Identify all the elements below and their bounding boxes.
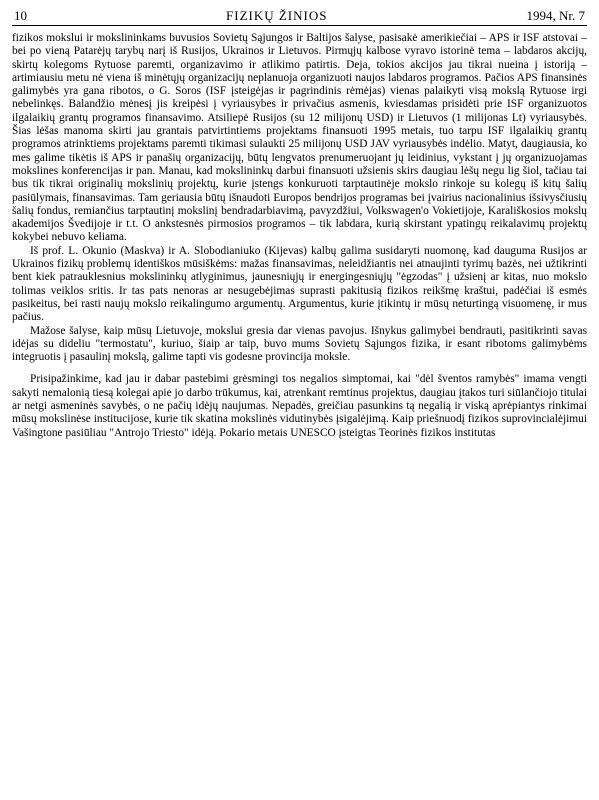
paragraph: fizikos mokslui ir mokslininkams buvusios Sovietų Sąjungos ir Baltijos šalyse, pasisakė amerikiečiai – APS ir ISF atstovai – bei po vieną Patarėjų tarybų narį iš Rusijos, Ukrainos ir Lietuvos. Pirmųjų kalbose vyravo istorinė tema – labdaros akcijų, skirtų kolegoms Rytuose paremti, organizavimo ir atlikimo patirtis. Deja, tokios akcijos jau tikrai nueina į istoriją – artimiausiu metu nė viena iš minėtųjų organizacijų neplanuoja organizuoti naujos labdaros programos. Pačios APS finansinės galimybės yra gana ribotos, o G. Soros (ISF įsteigėjas ir pagrindinis rėmėjas) vienas palaikyti visą mokslą Rytuose irgi nebelinkęs. Balandžio mėnesį jis kreipėsi į vyriausybes ir privačius asmenis, kviesdamas prisidėti prie ISF organizuotos ilgalaikių grantų programos finansavimo. Atsiliepė Rusijos (su 12 milijonų USD) ir Lietuvos (1 milijonas Lt) vyriausybės. Šias lėšas manoma skirti jau grantais patvirtintiems projektams finansuoti 1995 metais, tuo tarpu ISF ilgalaikių grantų programos atrinktiems projektams paremti tikimasi sulaukti 25 milijonų USD JAV vyriausybės indėlio. Matyt, daugiausia, ko mes galime tikėtis iš APS ir panašių organizacijų, būtų lengvatos prenumeruojant jų leidinius, vykstant į jų organizuojamas mokslines konferencijas ir pan. Manau, kad mokslininkų darbui finansuoti užsienis skirs daugiau lėšų negu lig šiol, tačiau tai bus tik tikrai originalių mokslinių projektų, kurie įstengs konkuruoti tarptautinėje mokslo rinkoje su kolegų iš kitų šalių pasiūlymais, finansavimas. Tam geriausia būtų išnaudoti Europos bendrijos programas bei įvairius nacionalinius išsivysčiusių šalių fondus, remiančius tarptautinį mokslinį bendradarbiavimą, pavyzdžiui, Volkswagen'o Vokietijoje, Karališkosios mokslų akademijos Švedijoje ir t.t. O ankstesnės pirmosios programos – tik labdara, kurią skirstant ypatingų reikalavimų projektų kokybei nebuvo keliama. [12,32,587,244]
issue-info: 1994, Nr. 7 [526,8,585,23]
paragraph: Prisipažinkime, kad jau ir dabar pastebimi grėsmingi tos negalios simptomai, kai "dėl šventos ramybės" imama vengti sakyti nemalonią tiesą kolegai apie jo darbo trūkumus, kai, atrenkant remtinus projektus, daugiau įtakos turi siūlančiojo titulai ar netgi asmeninės savybės, o ne pačių idėjų naujumas. Nepadės, greičiau pasunkins tą negalią ir viską aprėpiantys rinkimai mūsų mokslinėse institucijose, kurie tik skatina mokslinės vidutinybės įsigalėjimą. Kaip priešnuodį fizikos suprovincialėjimui Vašingtone pasiūliau "Antrojo Triesto" idėją. Pokario metais UNESCO įsteigtas Teorinės fizikos institutas [12,373,587,439]
paragraph: Iš prof. L. Okunio (Maskva) ir A. Slobodianiuko (Kijevas) kalbų galima susidaryti nuomonę, kad dauguma Rusijos ar Ukrainos fizikų problemų identiškos mūsiškėms: mažas finansavimas, neleidžiantis nei atnaujinti tyrimų bazės, nei užtikrinti bent kiek patrauklesnius mokslininkų atlyginimus, jaunesniųjų ir energingesniųjų "ėgzodas" į užsienį ar kitas, nuo mokslo tolimas veiklos sritis. Ir tas pats nenoras ar nesugebėjimas suprasti pakitusią fizikos reikšmę kraštui, padėčiai iš esmės pasikeitus, bei rasti naujų mokslo reikalingumo argumentų. Argumentus, kurie įtikintų ir mūsų neturtingą visuomenę, ir mus pačius. [12,244,587,324]
page-number: 10 [14,8,27,23]
journal-title: FIZIKŲ ŽINIOS [226,8,328,23]
article-body [12,32,587,440]
page-header [12,8,587,26]
paragraph: Mažose šalyse, kaip mūsų Lietuvoje, mokslui gresia dar vienas pavojus. Išnykus galimybei bendrauti, pasitikrinti savas idėjas su dideliu "termostatu", kuriuo, šiaip ar taip, buvo mums Sovietų Sąjungos fizika, ir esant ribotoms galimybėms integruotis į pasaulinį mokslą, galime tapti vis godesne provincija moksle. [12,324,587,364]
